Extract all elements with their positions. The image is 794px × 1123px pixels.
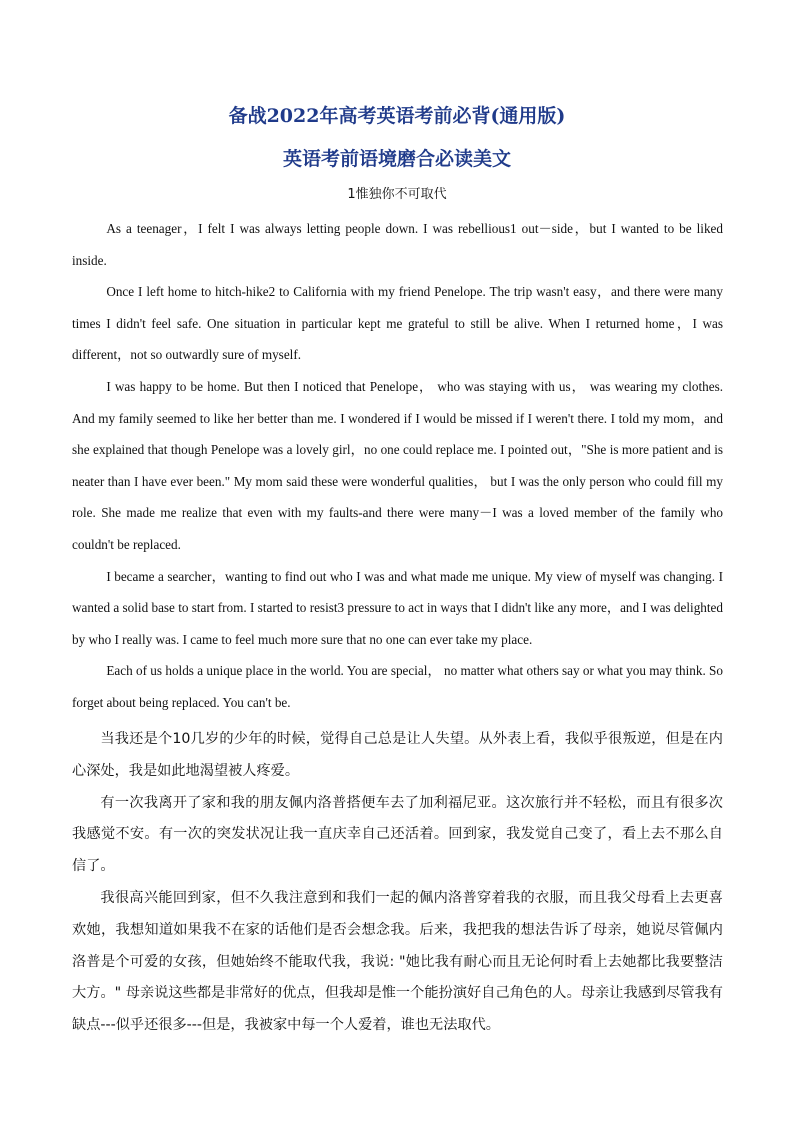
chinese-paragraph-1: 当我还是个10几岁的少年的时候，觉得自己总是让人失望。从外表上看，我似乎很叛逆，但是在内心深处，我是如此地渴望被人疼爱。 [72, 731, 723, 779]
english-paragraph-3: I was happy to be home. But then I noticed that Penelope， who was staying with us， was wearing my clothes. And my family seemed to like her better than me. I wondered if I would be missed if I weren't there. I told my mom，and she explained that though Penelope was a lovely girl，no one could replace me. I pointed out，"She is more patient and is neater than I have ever been." My mom said these were wonderful qualities， but I was the only person who could fill my role. She made me realize that even with my faults-and there were many－I was a loved member of the family who couldn't be replaced. [72, 378, 723, 552]
english-article [72, 213, 723, 719]
chinese-paragraph-2: 有一次我离开了家和我的朋友佩内洛普搭便车去了加利福尼亚。这次旅行并不轻松，而且有很多次我感觉不安。有一次的突发状况让我一直庆幸自己还活着。回到家，我发觉自己变了，看上去不那么自信了。 [72, 794, 723, 875]
chinese-paragraph-3: 我很高兴能回到家，但不久我注意到和我们一起的佩内洛普穿着我的衣服，而且我父母看上去更喜欢她，我想知道如果我不在家的话他们是否会想念我。后来，我把我的想法告诉了母亲，她说尽管佩内洛普是个可爱的女孩，但她始终不能取代我，我说: "她比我有耐心而且无论何时看上去她都比我要整洁大方。" 母亲说这些都是非常好的优点，但我却是惟一个能扮演好自己角色的人。母亲让我感到尽管我有缺点---似乎还很多---但是，我被家中每一个人爱着，谁也无法取代。 [72, 889, 723, 1034]
article-title: 1惟独你不可取代 [347, 187, 447, 202]
document-subtitle: 英语考前语境磨合必读美文 [282, 148, 511, 170]
chinese-translation [72, 724, 723, 1042]
english-paragraph-5: Each of us holds a unique place in the world. You are special， no matter what others say or what you may think. So forget about being replaced. You can't be. [72, 663, 723, 710]
document-title: 备战2022年高考英语考前必背(通用版) [228, 105, 566, 127]
english-paragraph-4: I became a searcher，wanting to find out who I was and what made me unique. My view of myself was changing. I wanted a solid base to start from. I started to resist3 pressure to act in ways that I didn't like any more，and I was delighted by who I really was. I came to feel much more sure that no one can ever take my place. [72, 568, 723, 647]
english-paragraph-2: Once I left home to hitch-hike2 to California with my friend Penelope. The trip wasn't easy，and there were many times I didn't feel safe. One situation in particular kept me grateful to still be alive. When I returned home，I was different，not so outwardly sure of myself. [72, 284, 723, 363]
english-paragraph-1: As a teenager，I felt I was always letting people down. I was rebellious1 out－side，but I wanted to be liked inside. [72, 221, 723, 268]
